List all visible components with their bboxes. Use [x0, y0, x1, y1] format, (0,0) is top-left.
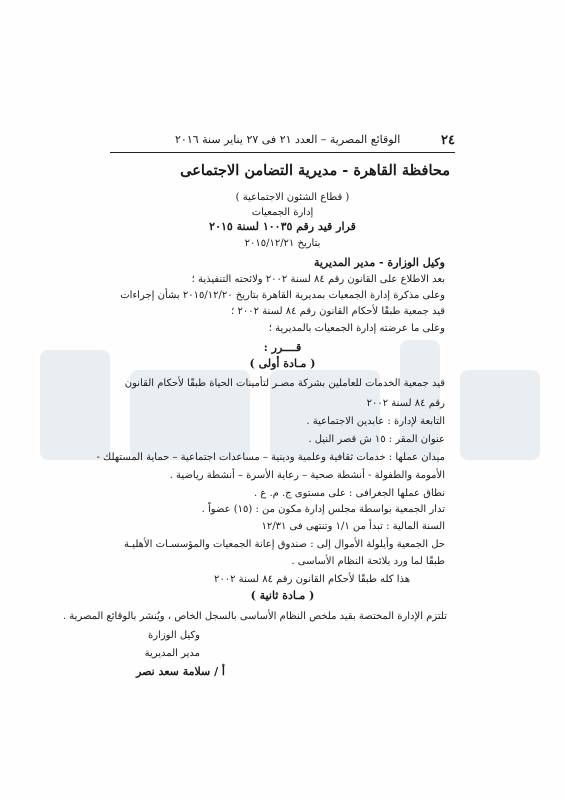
article1-line: طبقًا لما ورد بلائحة النظام الأساسى . — [291, 556, 445, 567]
article1-heading: ( مـادة أولى ) — [249, 357, 316, 370]
preamble-line: وعلى مذكرة إدارة الجمعيات بمديرية القاهرة بتاريخ ٢٠١٥/١٢/٢٠ بشأن إجراءات — [120, 290, 445, 301]
article1-line: تدار الجمعية بواسطة مجلس إدارة مكون من : (١٥) عضواً . — [201, 504, 445, 515]
page-number: ٢٤ — [441, 133, 455, 148]
article2-heading: ( مـادة ثانية ) — [250, 589, 315, 602]
department-label: إدارة الجمعيات — [251, 207, 314, 218]
decision-number: قرار قيد رقم ١٠٠٣٥ لسنة ٢٠١٥ — [209, 220, 356, 233]
article2-text: تلتزم الإدارة المختصة بقيد ملخص النظام الأساسى بالسجل الخاص ، ويُنشر بالوقائع المصرية . — [62, 611, 447, 622]
article1-line: حل الجمعية وأيلولة الأموال إلى : صندوق إعانة الجمعيات والمؤسسـات الأهليـة — [124, 539, 445, 550]
signature-subtitle: مدير المديرية — [144, 648, 200, 659]
decided-heading: قــــرر : — [263, 341, 302, 354]
article1-line: السنة المالية : تبدأ من ١/١ وتنتهى فى ١٢/٣١ — [261, 521, 445, 532]
issuer: وكيل الوزارة - مدير المديرية — [313, 256, 445, 269]
sector-label: ( قطاع الشئون الاجتماعية ) — [235, 192, 350, 203]
signature-name: أ / سلامة سعد نصر — [136, 665, 225, 678]
article1-line: ميدان عملها : خدمات ثقافية وعلمية ودينية – مساعدات اجتماعية – حماية المستهلك - — [96, 452, 445, 463]
page-header — [175, 133, 455, 148]
article1-line: قيد جمعية الخدمات للعاملين بشركة مصـر لتأمينات الحياة طبقًا لأحكام القانون — [124, 378, 445, 389]
preamble-line: وعلى ما عرضته إدارة الجمعيات بالمديرية ؛ — [268, 323, 445, 334]
article1-line: رقم ٨٤ لسنة ٢٠٠٢ — [366, 398, 445, 409]
header-rule — [110, 152, 455, 153]
preamble-line: بعد الاطلاع على القانون رقم ٨٤ لسنة ٢٠٠٢ ولائحته التنفيذية ؛ — [191, 274, 445, 285]
article1-line: عنوان المقر : ١٥ ش قصر النيل . — [308, 434, 445, 445]
signature-title: وكيل الوزارة — [147, 630, 200, 641]
article1-line: هذا كله طبقًا لأحكام القانون رقم ٨٤ لسنة ٢٠٠٢ — [214, 574, 410, 585]
article1-line: نطاق عملها الجغرافى : على مستوى ج. م. ع . — [253, 488, 445, 499]
document-title: محافظة القاهرة - مديرية التضامن الاجتماعى — [180, 162, 450, 179]
running-title: الوقائع المصرية – العدد ٢١ فى ٢٧ يناير سنة ٢٠١٦ — [175, 133, 401, 146]
decision-date: بتاريخ ٢٠١٥/١٢/٢١ — [244, 238, 321, 249]
preamble-line: قيد جمعية طبقًا لأحكام القانون رقم ٨٤ لسنة ٢٠٠٢ ؛ — [231, 306, 445, 317]
article1-line: الأمومة والطفولة - أنشطة صحية – رعاية الأسرة – أنشطة رياضية . — [169, 470, 445, 481]
article1-line: التابعة لإدارة : عابدين الاجتماعية . — [306, 416, 445, 427]
